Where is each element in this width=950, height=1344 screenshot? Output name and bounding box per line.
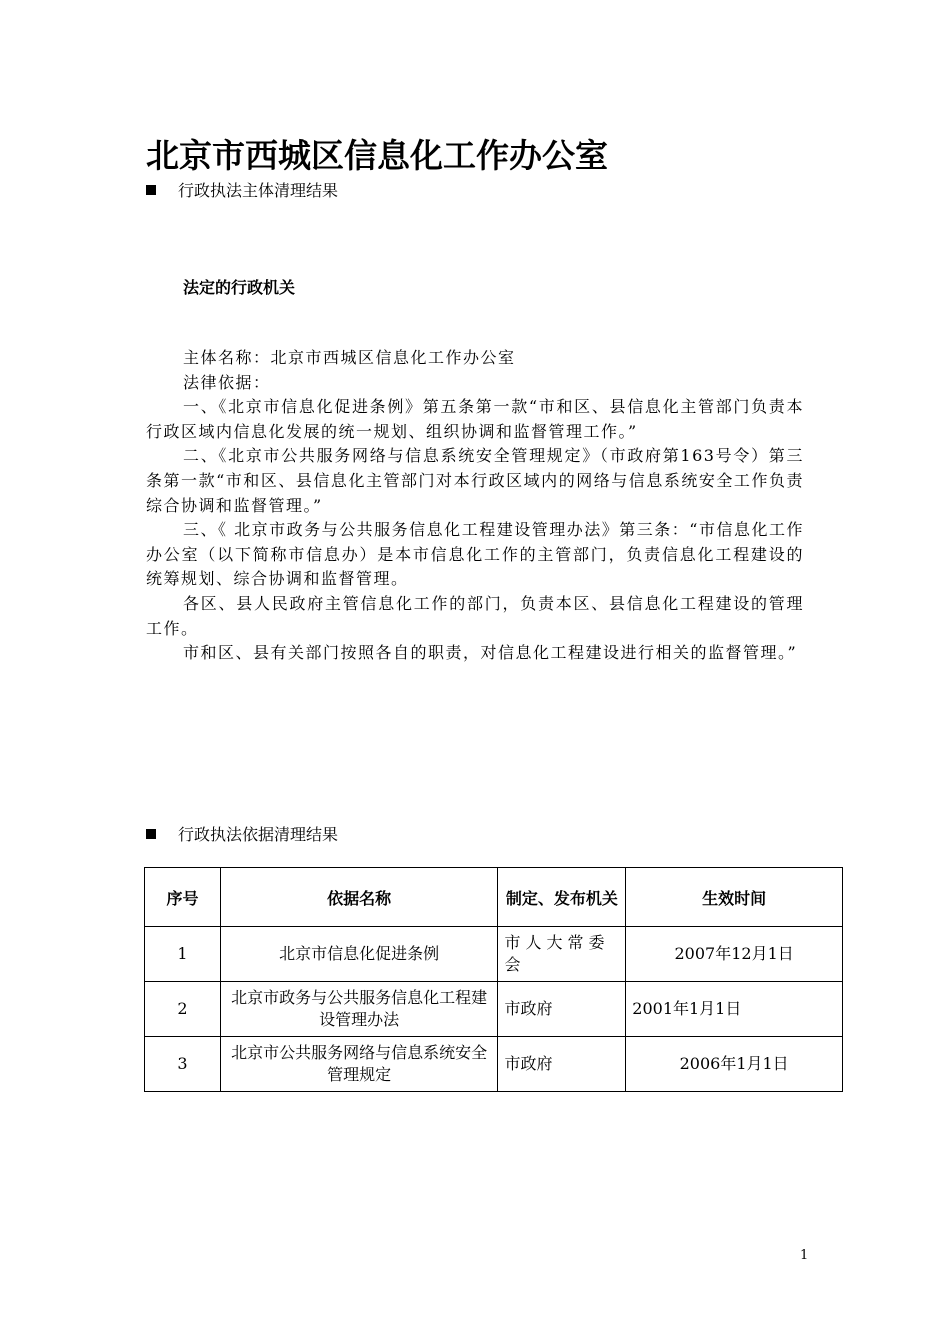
- table-row: [145, 982, 843, 1037]
- cell-issuer: 市人大常委会: [498, 927, 626, 982]
- section1-heading: [146, 178, 338, 201]
- paragraph: 法律依据：: [183, 372, 271, 392]
- cell-effective-date: 2006年1月1日: [626, 1037, 843, 1092]
- cell-issuer: 市政府: [498, 1037, 626, 1092]
- header-issuer: 制定、发布机关: [498, 868, 626, 927]
- paragraph: 市和区、县有关部门按照各自的职责，对信息化工程建设进行相关的监督管理。”: [183, 643, 798, 663]
- table-row: [145, 1037, 843, 1092]
- header-effective-date: 生效时间: [626, 868, 843, 927]
- header-seq: 序号: [145, 868, 221, 927]
- subject-type-heading: 法定的行政机关: [183, 278, 296, 297]
- cell-seq: 3: [145, 1037, 221, 1092]
- basis-table: [144, 867, 843, 1092]
- paragraph: 三、《 北京市政务与公共服务信息化工程建设管理办法》第三条：“市信息化工作办公室（以下简称市信息办）是本市信息化工作的主管部门，负责信息化工程建设的统筹规划、综合协调和监督管理。: [146, 520, 804, 589]
- document-title: 北京市西城区信息化工作办公室: [146, 136, 608, 175]
- table-header-row: [145, 868, 843, 927]
- legal-basis-body: [146, 346, 804, 666]
- cell-seq: 2: [145, 982, 221, 1037]
- page-number: 1: [800, 1248, 809, 1263]
- section2-heading: [146, 822, 338, 845]
- paragraph: 各区、县人民政府主管信息化工作的部门，负责本区、县信息化工程建设的管理工作。: [146, 593, 804, 638]
- cell-name: 北京市信息化促进条例: [220, 927, 498, 982]
- table-row: [145, 927, 843, 982]
- cell-effective-date: 2007年12月1日: [626, 927, 843, 982]
- cell-name: 北京市公共服务网络与信息系统安全管理规定: [220, 1037, 498, 1092]
- cell-name: 北京市政务与公共服务信息化工程建设管理办法: [220, 982, 498, 1037]
- paragraph: 一、《北京市信息化促进条例》第五条第一款“市和区、县信息化主管部门负责本行政区域内信息化发展的统一规划、组织协调和监督管理工作。”: [146, 397, 804, 441]
- paragraph: 二、《北京市公共服务网络与信息系统安全管理规定》（市政府第163号令）第三条第一款“市和区、县信息化主管部门对本行政区域内的网络与信息系统安全工作负责综合协调和监督管理。”: [146, 446, 804, 515]
- cell-seq: 1: [145, 927, 221, 982]
- square-bullet-icon: [146, 829, 156, 839]
- cell-issuer: 市政府: [498, 982, 626, 1037]
- cell-effective-date: 2001年1月1日: [626, 982, 843, 1037]
- square-bullet-icon: [146, 185, 156, 195]
- section2-heading-text: 行政执法依据清理结果: [178, 825, 339, 844]
- header-name: 依据名称: [220, 868, 498, 927]
- paragraph: 主体名称：北京市西城区信息化工作办公室: [183, 348, 516, 367]
- section1-heading-text: 行政执法主体清理结果: [178, 181, 339, 200]
